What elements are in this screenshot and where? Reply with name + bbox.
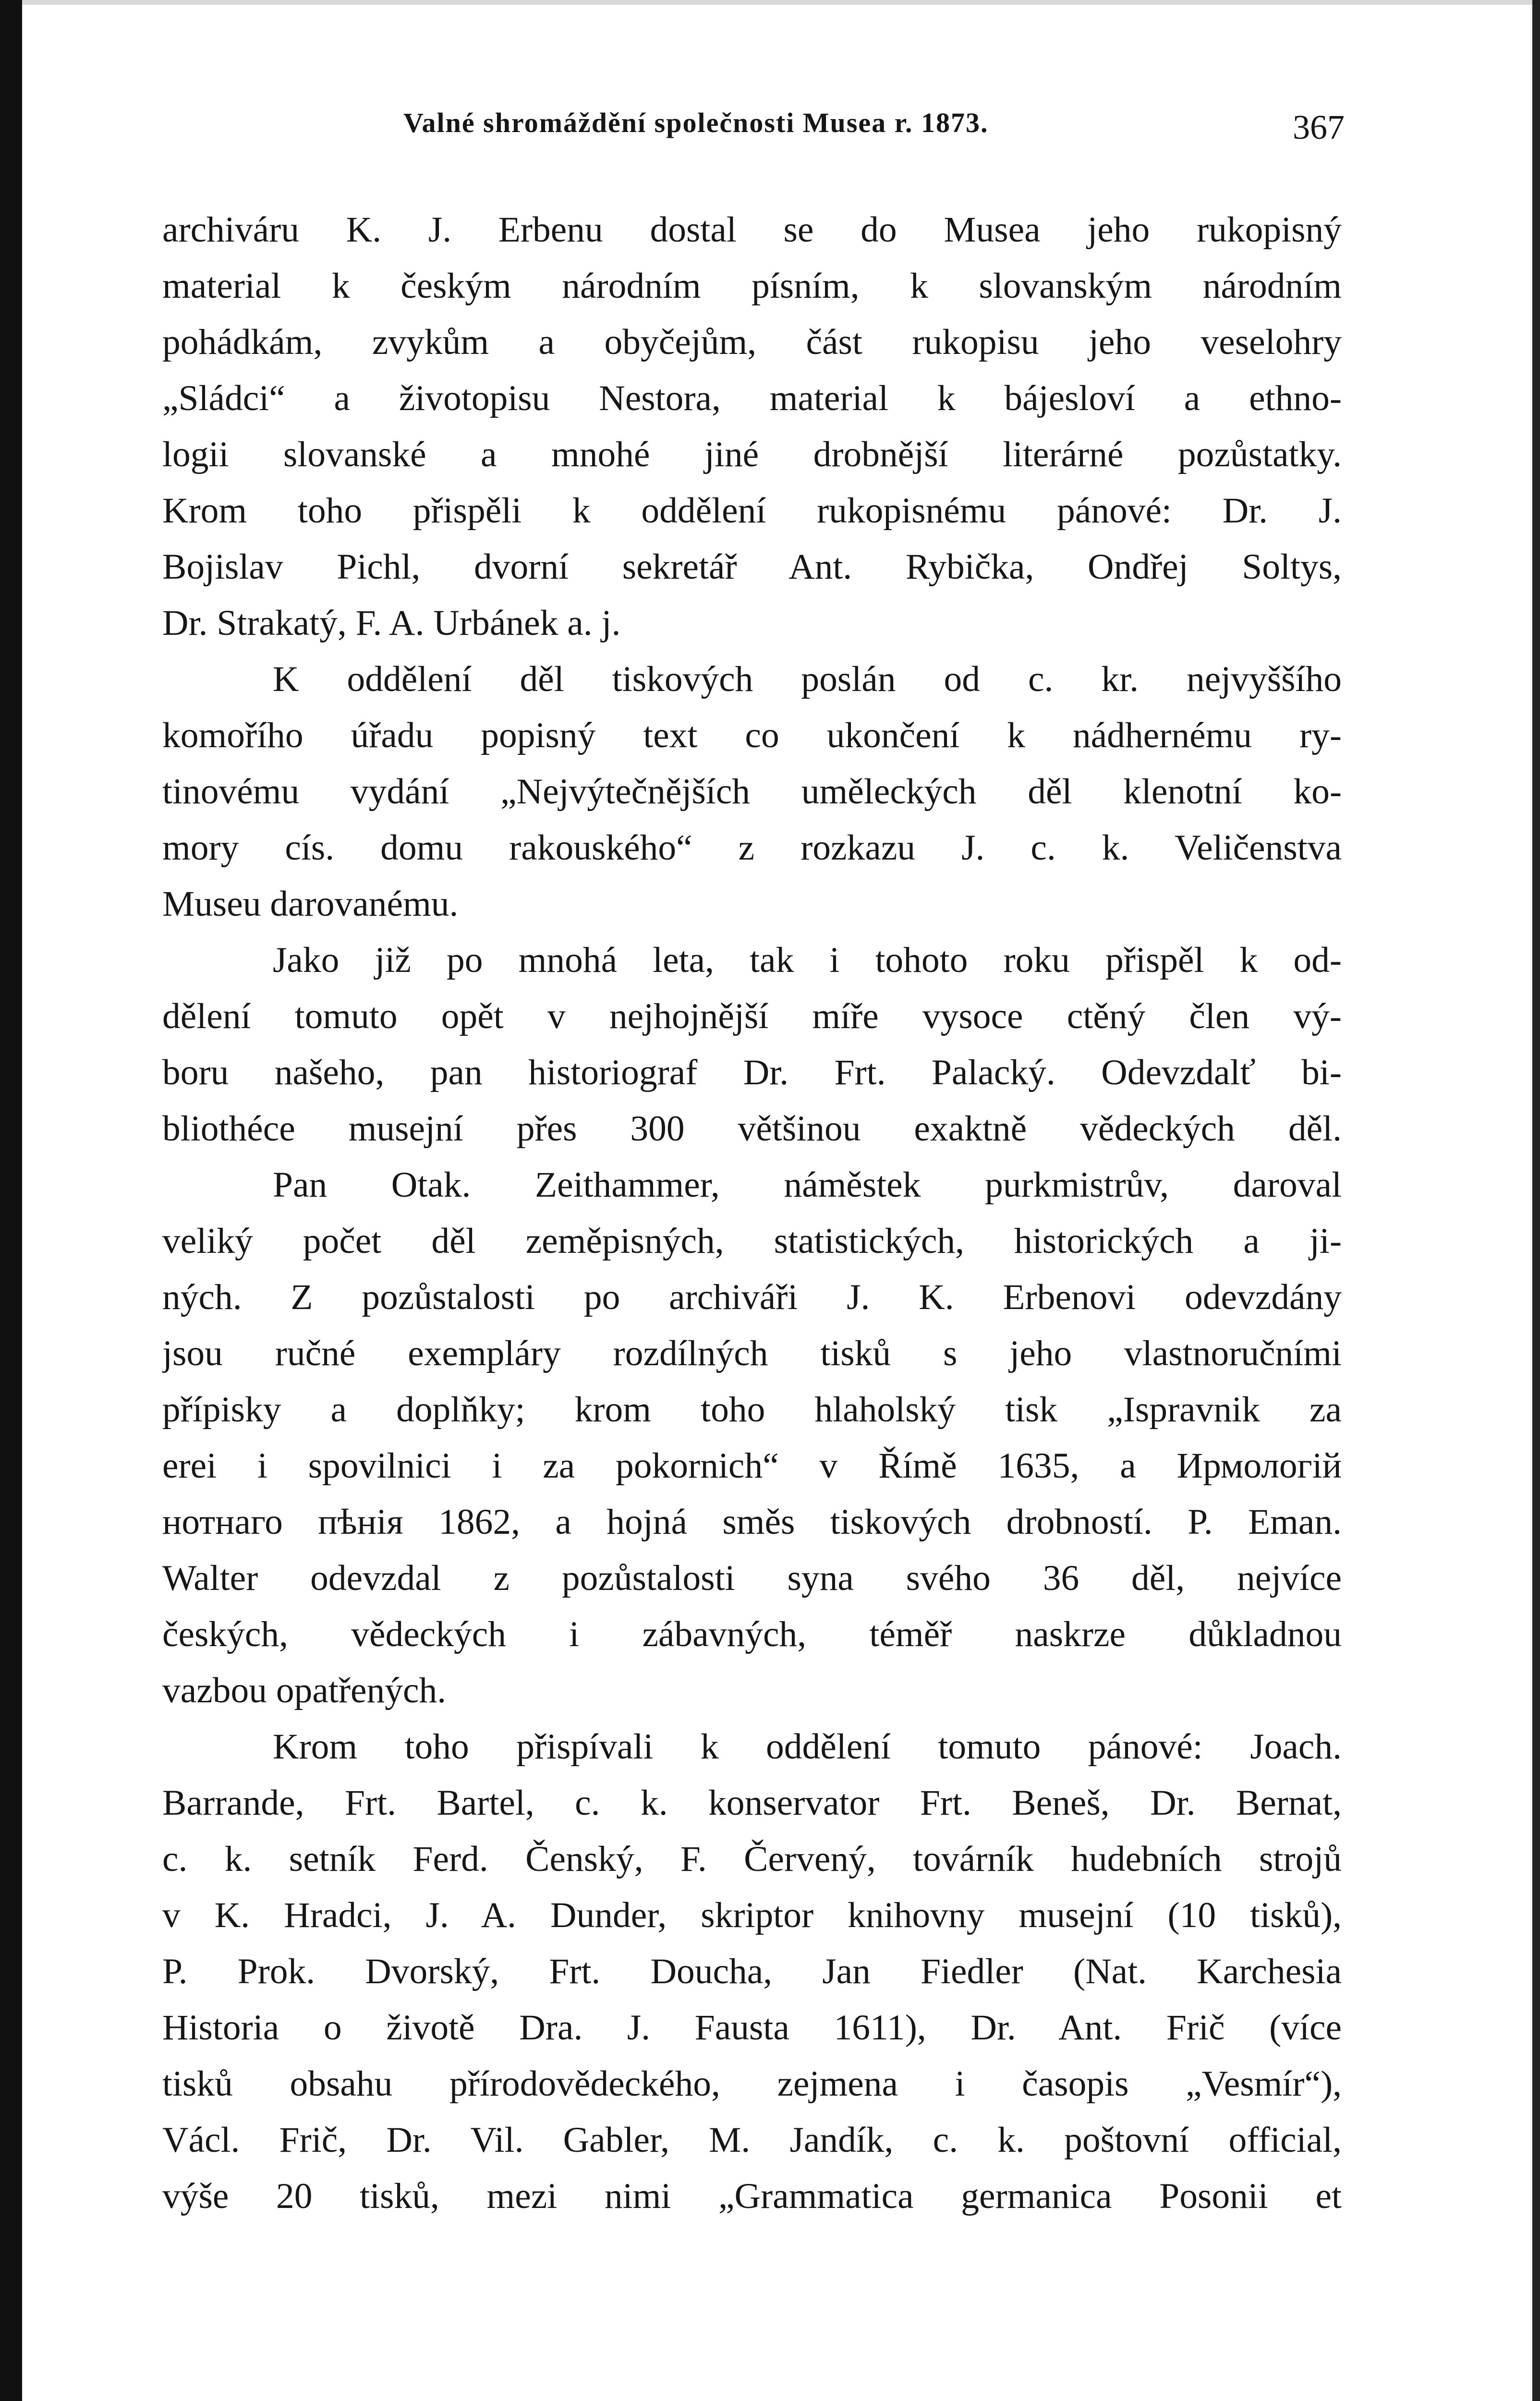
text-line: veliký počet děl zeměpisných, statistických, historických a ji-: [162, 1221, 1342, 1261]
text-line: dělení tomuto opět v nejhojnější míře vysoce ctěný člen vý-: [162, 996, 1342, 1036]
scan-border-left: [0, 0, 22, 2401]
text-line: českých, vědeckých i zábavných, téměř naskrze důkladnou: [162, 1614, 1342, 1654]
body-text: [162, 202, 1342, 2224]
text-line: jsou ručné exempláry rozdílných tisků s jeho vlastnoručními: [162, 1334, 1342, 1373]
text-line: ných. Z pozůstalosti po archiváři J. K. Erbenovi odevzdány: [162, 1277, 1342, 1317]
text-line: archiváru K. J. Erbenu dostal se do Musea jeho rukopisný: [162, 210, 1342, 250]
scan-border-right: [1532, 0, 1540, 2401]
text-line: Krom toho přispívali k oddělení tomuto pánové: Joach.: [273, 1727, 1342, 1767]
text-line: Václ. Frič, Dr. Vil. Gabler, M. Jandík, c. k. poštovní official,: [162, 2120, 1342, 2160]
text-line: P. Prok. Dvorský, Frt. Doucha, Jan Fiedler (Nat. Karchesia: [162, 1952, 1342, 1991]
text-line: vazbou opatřených.: [162, 1671, 447, 1710]
text-line: Krom toho přispěli k oddělení rukopisnému pánové: Dr. J.: [162, 491, 1342, 531]
text-line: Barrande, Frt. Bartel, c. k. konservator Frt. Beneš, Dr. Bernat,: [162, 1783, 1342, 1823]
text-line: Museu darovanému.: [162, 884, 459, 924]
text-line: v K. Hradci, J. A. Dunder, skriptor knihovny musejní (10 tisků),: [162, 1895, 1342, 1935]
text-line: Jako již po mnohá leta, tak i tohoto roku přispěl k od-: [273, 940, 1342, 980]
text-line: pohádkám, zvykům a obyčejům, část rukopisu jeho veselohry: [162, 322, 1342, 362]
text-line: Bojislav Pichl, dvorní sekretář Ant. Rybička, Ondřej Soltys,: [162, 547, 1342, 587]
text-line: K oddělení děl tiskových poslán od c. kr. nejvyššího: [273, 659, 1342, 699]
running-head: Valné shromáždění společnosti Musea r. 1873.: [403, 107, 989, 138]
text-line: c. k. setník Ferd. Čenský, F. Červený, továrník hudebních strojů: [162, 1839, 1342, 1879]
text-line: výše 20 tisků, mezi nimi „Grammatica germanica Posonii et: [162, 2176, 1342, 2216]
text-line: Historia o životě Dra. J. Fausta 1611), Dr. Ant. Frič (více: [162, 2008, 1342, 2048]
page-header: [163, 96, 1345, 163]
text-line: bliothéce musejní přes 300 většinou exaktně vědeckých děl.: [162, 1109, 1342, 1149]
text-line: „Sládci“ a životopisu Nestora, material k bájesloví a ethno-: [162, 378, 1342, 418]
text-line: komořího úřadu popisný text co ukončení k nádhernému ry-: [162, 715, 1342, 755]
text-line: mory cís. domu rakouského“ z rozkazu J. c. k. Veličenstva: [162, 828, 1342, 868]
scan-border-top: [22, 0, 1532, 5]
text-line: tisků obsahu přírodovědeckého, zejmena i časopis „Vesmír“),: [162, 2064, 1342, 2104]
text-line: Pan Otak. Zeithammer, náměstek purkmistrův, daroval: [273, 1165, 1342, 1205]
text-line: přípisky a doplňky; krom toho hlaholský tisk „Ispravnik za: [162, 1390, 1342, 1430]
text-line: erei i spovilnici i za pokornich“ v Římě 1635, a Ирмологiй: [162, 1446, 1342, 1486]
page-number: 367: [1293, 108, 1345, 146]
text-line: Dr. Strakatý, F. A. Urbánek a. j.: [162, 603, 621, 643]
text-line: tinovému vydání „Nejvýtečnějších uměleckých děl klenotní ko-: [162, 772, 1342, 812]
text-line: material k českým národním písním, k slovanským národním: [162, 266, 1342, 306]
text-line: boru našeho, pan historiograf Dr. Frt. Palacký. Odevzdalť bi-: [162, 1053, 1342, 1092]
text-line: нотнаго пѣнiя 1862, a hojná směs tiskových drobností. P. Eman.: [162, 1502, 1342, 1542]
text-line: logii slovanské a mnohé jiné drobnější literárné pozůstatky.: [162, 435, 1342, 474]
text-line: Walter odevzdal z pozůstalosti syna svého 36 děl, nejvíce: [162, 1558, 1342, 1598]
